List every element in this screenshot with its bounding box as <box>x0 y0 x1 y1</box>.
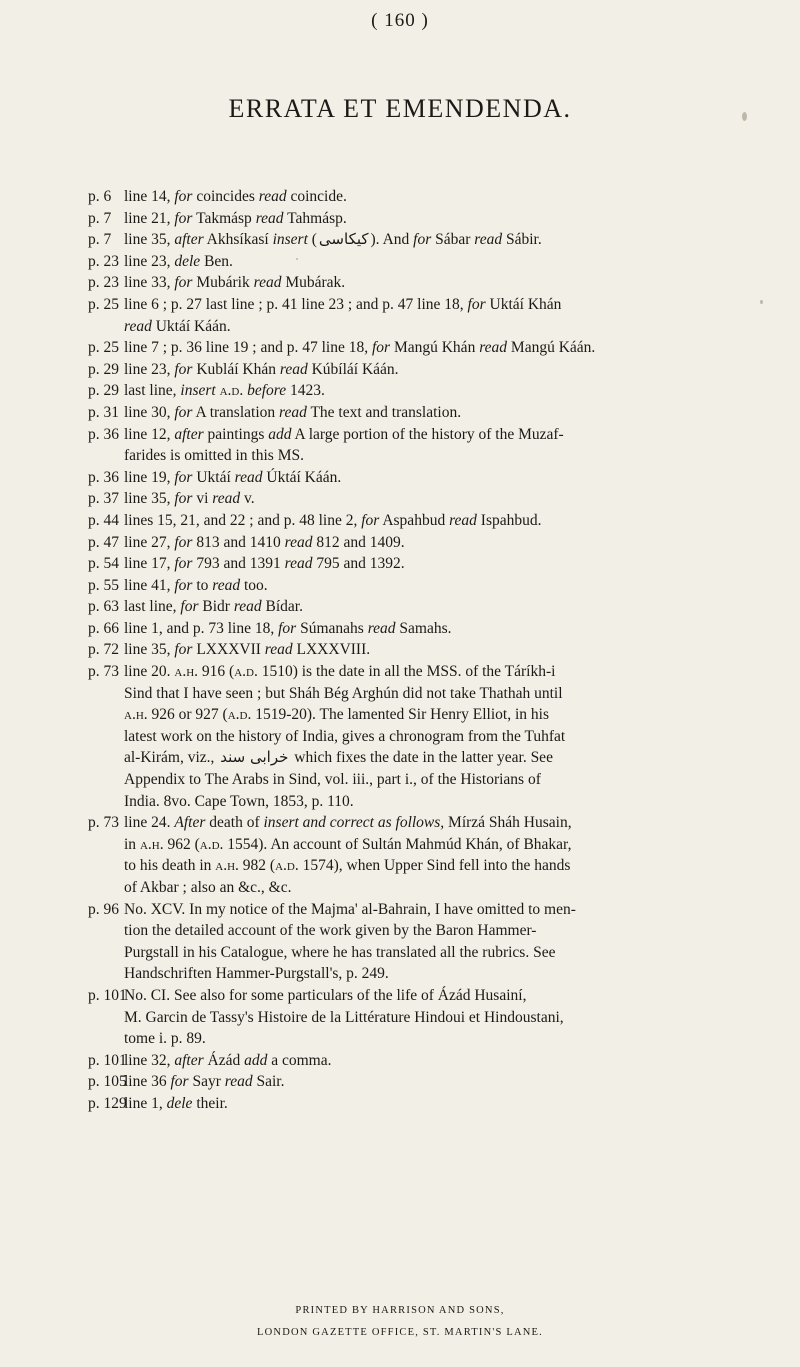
entry-line <box>124 316 760 338</box>
errata-entry <box>88 402 760 424</box>
entry-page-ref: p. 66 <box>88 619 119 637</box>
text-run: Ázád <box>203 1051 245 1069</box>
entry-line <box>124 337 760 359</box>
errata-entry <box>88 467 760 489</box>
text-run: 1423. <box>286 382 325 400</box>
text-run: Tahmásp. <box>283 209 347 227</box>
entry-line <box>124 877 760 899</box>
entry-page-ref: p. 23 <box>88 274 119 292</box>
text-run: read <box>284 555 313 573</box>
errata-entry <box>88 575 760 597</box>
text-run: Sábar <box>431 231 475 249</box>
text-run: for <box>174 533 193 551</box>
entry-text <box>124 251 760 273</box>
entry-text <box>124 985 760 1050</box>
entry-text <box>124 208 760 230</box>
errata-entry <box>88 337 760 359</box>
text-run: latest work on the history of India, gives a chronogram from the Tuhfat <box>124 727 566 745</box>
errata-entry <box>88 359 760 381</box>
entry-page-ref: p. 25 <box>88 339 119 357</box>
entry-line <box>124 942 760 964</box>
text-run: Bídar. <box>261 598 303 616</box>
text-run: Appendix to The Arabs in Sind, vol. iii., part i., of the Historians of <box>124 771 541 789</box>
entry-line <box>124 985 760 1007</box>
text-run: 1554). An account of Sultán Mahmúd Khán, of Bhakar, <box>223 835 572 853</box>
printer-imprint <box>0 1300 800 1344</box>
text-run: line 12, <box>124 425 175 443</box>
text-run: for <box>371 339 391 357</box>
arabic-text: خرابی سند <box>220 748 289 767</box>
text-run: after <box>174 1051 204 1069</box>
text-run: a.d. <box>234 663 258 681</box>
text-run: Sayr <box>188 1073 225 1091</box>
entry-line <box>124 575 760 597</box>
text-run: Ispahbud. <box>476 511 542 529</box>
entry-line <box>124 186 760 208</box>
entry-text <box>124 380 760 402</box>
errata-entry <box>88 985 760 1050</box>
text-run: Aspahbud <box>379 511 450 529</box>
errata-entry <box>88 553 760 575</box>
imprint-line-1: PRINTED BY HARRISON AND SONS, <box>295 1305 505 1316</box>
text-run: for <box>174 641 193 659</box>
errata-entry <box>88 510 760 532</box>
text-run: Úktáí Káán. <box>262 468 342 486</box>
text-run: 916 ( <box>198 663 235 681</box>
paper-speck <box>760 300 763 304</box>
text-run: India. 8vo. Cape Town, 1853, p. 110. <box>124 792 354 810</box>
text-run: line 23, <box>124 252 175 270</box>
text-run: Sind that I have seen ; but Sháh Bég Arghún did not take Thathah until <box>124 684 563 702</box>
entry-line <box>124 661 760 683</box>
entry-page-ref: p. 129 <box>88 1094 127 1112</box>
text-run: in <box>124 835 140 853</box>
text-run: read <box>449 511 477 529</box>
text-run: line 23, <box>124 360 175 378</box>
entry-text <box>124 1093 760 1115</box>
text-run: Mangú Káán. <box>507 339 596 357</box>
text-run: for <box>174 274 193 292</box>
text-run: after <box>174 231 204 249</box>
text-run: Sair. <box>252 1073 285 1091</box>
entry-text <box>124 553 760 575</box>
errata-entry <box>88 488 760 510</box>
errata-entry <box>88 208 760 230</box>
entry-line <box>124 1071 760 1093</box>
entry-page-ref: p. 29 <box>88 360 119 378</box>
entry-page-ref: p. 55 <box>88 576 119 594</box>
text-run: read <box>233 598 262 616</box>
text-run: a.h. <box>215 857 239 875</box>
text-run: 793 and 1391 <box>192 555 285 573</box>
errata-entry <box>88 661 760 812</box>
entry-text <box>124 661 760 812</box>
entry-line <box>124 467 760 489</box>
entry-page-ref: p. 36 <box>88 468 119 486</box>
entry-line <box>124 1007 760 1029</box>
entry-line <box>124 251 760 273</box>
text-run: read <box>124 317 152 335</box>
text-run: Samahs. <box>395 619 452 637</box>
entry-line <box>124 532 760 554</box>
entry-text <box>124 510 760 532</box>
entry-line <box>124 402 760 424</box>
errata-entry <box>88 812 760 898</box>
entry-text <box>124 639 760 661</box>
text-run: read <box>367 619 396 637</box>
entry-line <box>124 1028 760 1050</box>
text-run: Mubárak. <box>281 274 346 292</box>
page-number: ( 160 ) <box>371 10 429 31</box>
text-run: for <box>278 619 297 637</box>
entry-page-ref: p. 96 <box>88 900 119 918</box>
entry-page-ref: p. 44 <box>88 511 119 529</box>
text-run: for <box>174 576 193 594</box>
text-run: for <box>174 188 193 205</box>
entry-text <box>124 488 760 510</box>
text-run: Uktáí Khán <box>485 295 562 313</box>
text-run: a.h. <box>174 663 199 681</box>
text-run: 926 or 927 ( <box>147 706 228 724</box>
text-run: tome i. p. 89. <box>124 1030 206 1048</box>
entry-line <box>124 920 760 942</box>
entry-text <box>124 337 760 359</box>
text-run: read <box>224 1073 253 1091</box>
entry-line <box>124 359 760 381</box>
text-run: coincide. <box>286 188 347 205</box>
errata-entry <box>88 1050 760 1072</box>
entry-text <box>124 467 760 489</box>
entry-line <box>124 639 760 661</box>
text-run: line 19, <box>124 468 175 486</box>
entry-page-ref: p. 29 <box>88 382 119 400</box>
text-run: read <box>479 339 508 357</box>
entry-line <box>124 229 760 251</box>
text-run: coincides <box>192 188 259 205</box>
text-run: Mangú Khán <box>390 339 480 357</box>
errata-entry <box>88 532 760 554</box>
entry-line <box>124 726 760 748</box>
text-run: line 14, <box>124 188 175 205</box>
text-run: line 1, and p. 73 line 18, <box>124 619 279 637</box>
text-run: for <box>174 468 193 486</box>
errata-entry <box>88 186 760 208</box>
entry-line <box>124 424 760 446</box>
text-run: which fixes the date in the latter year. See <box>290 749 553 767</box>
text-run: after <box>174 425 204 443</box>
text-run: Kubláí Khán <box>192 360 280 378</box>
text-run: 982 ( <box>238 857 276 875</box>
entry-line <box>124 1093 760 1115</box>
errata-entry <box>88 424 760 467</box>
text-run: line 20. <box>124 663 175 681</box>
text-run: Handschriften Hammer-Purgstall's, p. 249. <box>124 965 389 983</box>
text-run: for <box>174 403 193 421</box>
text-run: Ben. <box>200 252 233 270</box>
text-run: line 36 <box>124 1073 171 1091</box>
text-run: 1510) is the date in all the MSS. of the Táríkh-i <box>257 663 556 681</box>
text-run: line 7 ; p. 36 line 19 ; and p. 47 line 18, <box>124 339 372 357</box>
entry-page-ref: p. 31 <box>88 403 119 421</box>
entry-line <box>124 769 760 791</box>
text-run: 813 and 1410 <box>192 533 285 551</box>
errata-entry <box>88 294 760 337</box>
paper-speck <box>296 258 298 260</box>
text-run: A translation <box>192 403 280 421</box>
entry-line <box>124 1050 760 1072</box>
entry-line <box>124 683 760 705</box>
text-run: No. CI. See also for some particulars of the life of Ázád Husainí, <box>124 986 527 1004</box>
text-run: dele <box>174 252 201 270</box>
entry-line <box>124 272 760 294</box>
text-run: their. <box>192 1094 228 1112</box>
text-run: add <box>244 1051 268 1069</box>
text-run: last line, <box>124 382 181 400</box>
text-run: last line, <box>124 598 181 616</box>
text-run: read <box>279 360 308 378</box>
text-run: for <box>413 231 432 249</box>
text-run: to <box>192 576 213 594</box>
text-run: read <box>279 403 307 421</box>
entry-text <box>124 186 760 208</box>
entry-line <box>124 596 760 618</box>
text-run: A large portion of the history of the Muzaf- <box>291 425 564 443</box>
text-run: read <box>212 490 241 508</box>
entry-text <box>124 424 760 467</box>
errata-list <box>88 186 760 1115</box>
entry-text <box>124 596 760 618</box>
text-run: read <box>255 209 284 227</box>
text-run: a.d. <box>199 835 224 853</box>
entry-line <box>124 834 760 856</box>
entry-line <box>124 553 760 575</box>
entry-line <box>124 445 760 467</box>
text-run: line 35, <box>124 641 175 659</box>
entry-text <box>124 402 760 424</box>
text-run: for <box>467 295 486 313</box>
text-run: LXXXVIII. <box>292 641 371 659</box>
text-run: for <box>174 209 193 227</box>
entry-page-ref: p. 101 <box>88 1051 127 1069</box>
text-run: line 24. <box>124 814 175 832</box>
text-run: read <box>253 274 282 292</box>
entry-page-ref: p. 105 <box>88 1073 127 1091</box>
text-run: too. <box>240 576 268 594</box>
text-run: No. XCV. In my notice of the Majma' al-Bahrain, I have omitted to men- <box>124 900 576 918</box>
entry-line <box>124 510 760 532</box>
text-run: farides is omitted in this MS. <box>124 447 304 465</box>
text-run: Sábir. <box>502 231 542 249</box>
text-run: a.h. <box>124 706 148 724</box>
entry-line <box>124 488 760 510</box>
text-run: read <box>212 576 241 594</box>
entry-line <box>124 294 760 316</box>
text-run: Uktáí Káán. <box>151 317 231 335</box>
text-run: add <box>268 425 292 443</box>
text-run: 962 ( <box>163 835 200 853</box>
text-run: death of <box>205 814 264 832</box>
errata-entry <box>88 380 760 402</box>
text-run: lines 15, 21, and 22 ; and p. 48 line 2, <box>124 511 362 529</box>
entry-line <box>124 899 760 921</box>
text-run: 795 and 1392. <box>312 555 405 573</box>
text-run: a comma. <box>267 1051 332 1069</box>
errata-entry <box>88 899 760 985</box>
text-run: for <box>174 555 193 573</box>
text-run: line 6 ; p. 27 last line ; p. 41 line 23 ; and p. 47 line 18, <box>124 295 468 313</box>
text-run: for <box>174 360 193 378</box>
arabic-text: کیکاسی <box>318 230 369 249</box>
text-run: line 35, <box>124 490 175 508</box>
entry-line <box>124 963 760 985</box>
text-run: read <box>258 188 287 205</box>
entry-line <box>124 812 760 834</box>
entry-page-ref: p. 72 <box>88 641 119 659</box>
text-run: 812 and 1409. <box>312 533 405 551</box>
text-run: read <box>284 533 313 551</box>
text-run: read <box>474 231 503 249</box>
imprint-line-2: LONDON GAZETTE OFFICE, ST. MARTIN'S LANE. <box>257 1327 543 1338</box>
text-run: read <box>234 468 263 486</box>
entry-page-ref: p. 7 <box>88 231 112 249</box>
paper-speck <box>742 112 747 121</box>
text-run: v. <box>240 490 255 508</box>
text-run: Akhsíkasí <box>203 231 273 249</box>
errata-entry <box>88 1093 760 1115</box>
entry-text <box>124 272 760 294</box>
entry-page-ref: p. 7 <box>88 209 112 227</box>
text-run: line 35, <box>124 231 175 249</box>
text-run: The text and translation. <box>306 403 462 421</box>
errata-entry <box>88 618 760 640</box>
text-run: Takmásp <box>192 209 256 227</box>
entry-line <box>124 791 760 813</box>
text-run: ( <box>307 231 317 249</box>
text-run: Mubárik <box>192 274 254 292</box>
entry-line <box>124 855 760 877</box>
text-run: vi <box>192 490 213 508</box>
text-run: Súmanahs <box>296 619 368 637</box>
text-run: for <box>174 490 193 508</box>
text-run: line 21, <box>124 209 175 227</box>
entry-text <box>124 899 760 985</box>
text-run: LXXXVII <box>192 641 265 659</box>
text-run: insert <box>272 231 308 249</box>
text-run: line 32, <box>124 1051 175 1069</box>
text-run: paintings <box>203 425 269 443</box>
entry-page-ref: p. 36 <box>88 425 119 443</box>
entry-text <box>124 532 760 554</box>
entry-page-ref: p. 73 <box>88 814 119 832</box>
text-run: line 30, <box>124 403 175 421</box>
entry-line <box>124 208 760 230</box>
text-run: line 33, <box>124 274 175 292</box>
errata-entry <box>88 229 760 251</box>
entry-page-ref: p. 73 <box>88 663 119 681</box>
text-run: before <box>247 382 287 400</box>
text-run: M. Garcin de Tassy's Histoire de la Littérature Hindoui et Hindoustani, <box>124 1008 564 1026</box>
text-run: Bidr <box>198 598 234 616</box>
text-run: 1519-20). The lamented Sir Henry Elliot, in his <box>251 706 549 724</box>
text-run: After <box>174 814 206 832</box>
errata-entry <box>88 639 760 661</box>
text-run: a.d. <box>219 382 244 400</box>
entry-page-ref: p. 47 <box>88 533 119 551</box>
errata-entry <box>88 1071 760 1093</box>
text-run: Kúbíláí Káán. <box>307 360 399 378</box>
text-run: read <box>264 641 293 659</box>
entry-page-ref: p. 25 <box>88 295 119 313</box>
entry-text <box>124 812 760 898</box>
page-title: ERRATA ET EMENDENDA. <box>228 94 572 123</box>
entry-line <box>124 618 760 640</box>
text-run: to his death in <box>124 857 216 875</box>
text-run: line 41, <box>124 576 175 594</box>
text-run: of Akbar ; also an &c., &c. <box>124 879 292 896</box>
errata-entry <box>88 251 760 273</box>
text-run: for <box>180 598 199 616</box>
text-run: line 1, <box>124 1094 167 1112</box>
entry-line <box>124 704 760 726</box>
text-run: a.d. <box>227 706 252 724</box>
text-run: Uktáí <box>192 468 235 486</box>
text-run: line 27, <box>124 533 175 551</box>
entry-page-ref: p. 63 <box>88 598 119 616</box>
text-run: insert <box>180 382 216 400</box>
text-run: ). And <box>370 231 414 249</box>
entry-text <box>124 575 760 597</box>
text-run: Purgstall in his Catalogue, where he has translated all the rubrics. See <box>124 943 556 961</box>
entry-page-ref: p. 54 <box>88 555 119 573</box>
entry-text <box>124 229 760 251</box>
text-run: a.h. <box>139 835 164 853</box>
entry-text <box>124 359 760 381</box>
entry-page-ref: p. 6 <box>88 188 112 205</box>
text-run: dele <box>166 1094 193 1112</box>
text-run: 1574), when Upper Sind fell into the hands <box>298 857 571 875</box>
entry-page-ref: p. 101 <box>88 986 127 1004</box>
text-run: for <box>170 1073 189 1091</box>
entry-text <box>124 1071 760 1093</box>
text-run: for <box>361 511 380 529</box>
errata-entry <box>88 596 760 618</box>
entry-text <box>124 294 760 337</box>
text-run: tion the detailed account of the work given by the Baron Hammer- <box>124 922 537 940</box>
text-run: line 17, <box>124 555 175 573</box>
entry-line <box>124 380 760 402</box>
text-run: a.d. <box>275 857 299 875</box>
entry-line <box>124 747 760 769</box>
text-run: Mírzá Sháh Husain, <box>444 814 572 832</box>
text-run: al-Kirám, viz., <box>124 749 219 767</box>
entry-page-ref: p. 23 <box>88 252 119 270</box>
entry-text <box>124 1050 760 1072</box>
entry-page-ref: p. 37 <box>88 490 119 508</box>
errata-entry <box>88 272 760 294</box>
entry-text <box>124 618 760 640</box>
text-run: insert and correct as follows, <box>263 814 445 832</box>
